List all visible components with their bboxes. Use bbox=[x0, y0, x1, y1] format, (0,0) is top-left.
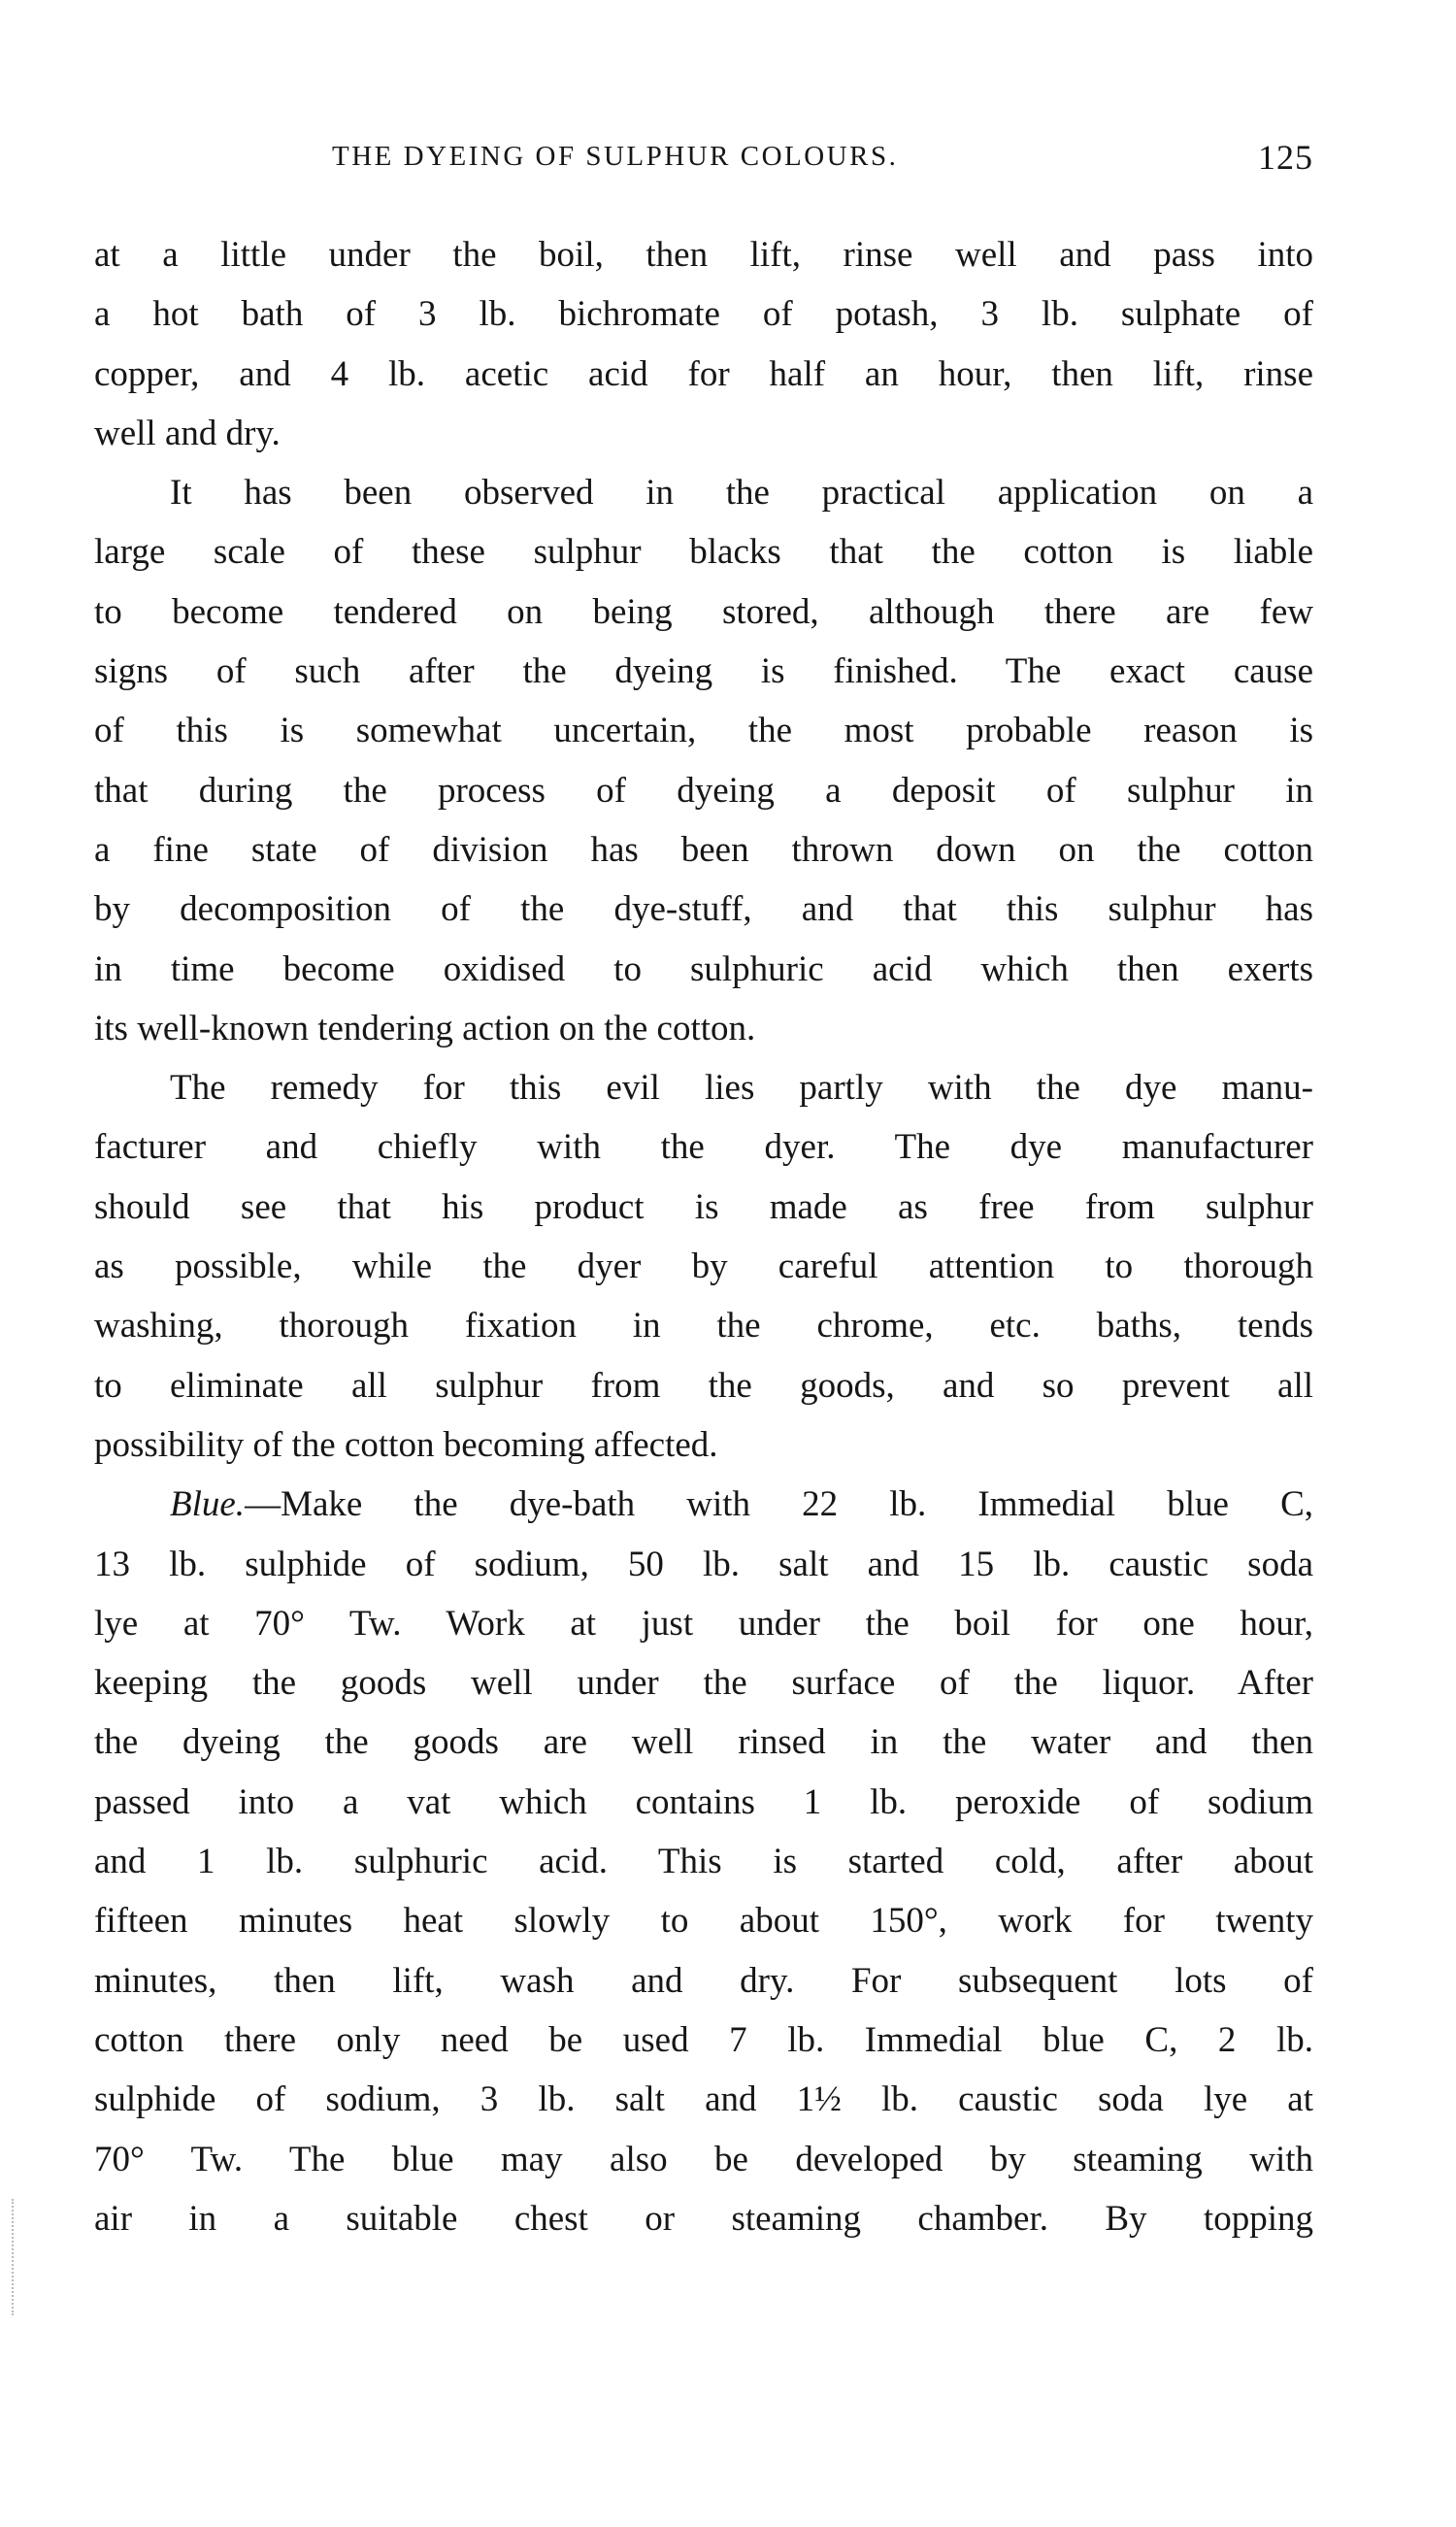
text-line bbox=[94, 1237, 1313, 1296]
line-text: that during the process of dyeing a deposit of sulphur in bbox=[94, 770, 1313, 811]
paragraph bbox=[94, 463, 1313, 1058]
line-text: sulphide of sodium, 3 lb. salt and 1½ lb. caustic soda lye at bbox=[94, 2079, 1313, 2120]
line-text: a fine state of division has been thrown down on the cotton bbox=[94, 829, 1313, 870]
running-header bbox=[94, 138, 1313, 183]
text-line bbox=[94, 940, 1313, 999]
text-line bbox=[94, 999, 1313, 1058]
text-line bbox=[94, 284, 1313, 344]
paragraph bbox=[94, 1058, 1313, 1475]
line-text: passed into a vat which contains 1 lb. peroxide of sodium bbox=[94, 1781, 1313, 1822]
line-text: copper, and 4 lb. acetic acid for half an hour, then lift, rinse bbox=[94, 353, 1313, 394]
line-text: to eliminate all sulphur from the goods, and so prevent all bbox=[94, 1365, 1313, 1406]
line-text: of this is somewhat uncertain, the most probable reason is bbox=[94, 711, 1313, 751]
text-line bbox=[94, 1951, 1313, 2011]
scan-margin-mark bbox=[12, 2199, 14, 2315]
line-text: its well-known tendering action on the cotton. bbox=[94, 1008, 756, 1048]
line-text: air in a suitable chest or steaming chamber. By topping bbox=[94, 2198, 1313, 2239]
line-text: —Make the dye-bath with 22 lb. Immedial blue C, bbox=[245, 1484, 1313, 1525]
line-text: a hot bath of 3 lb. bichromate of potash, 3 lb. sulphate of bbox=[94, 294, 1313, 335]
line-text: possibility of the cotton becoming affected. bbox=[94, 1424, 718, 1465]
line-text: and 1 lb. sulphuric acid. This is started cold, after about bbox=[94, 1842, 1313, 1882]
text-line bbox=[94, 1891, 1313, 1950]
text-line bbox=[94, 225, 1313, 284]
line-text: The remedy for this evil lies partly with the dye manu- bbox=[170, 1068, 1313, 1109]
text-line bbox=[94, 1475, 1313, 1534]
line-text: well and dry. bbox=[94, 413, 281, 453]
text-line bbox=[94, 463, 1313, 522]
text-line bbox=[94, 820, 1313, 880]
text-line bbox=[94, 404, 1313, 463]
text-line bbox=[94, 1832, 1313, 1891]
line-text: cotton there only need be used 7 lb. Immedial blue C, 2 lb. bbox=[94, 2019, 1313, 2060]
line-text: 70° Tw. The blue may also be developed by steaming with bbox=[94, 2139, 1313, 2179]
line-text: by decomposition of the dye-stuff, and that this sulphur has bbox=[94, 889, 1313, 930]
line-text: large scale of these sulphur blacks that the cotton is liable bbox=[94, 532, 1313, 573]
line-text: in time become oxidised to sulphuric acid which then exerts bbox=[94, 948, 1313, 989]
text-line bbox=[94, 880, 1313, 939]
line-text: signs of such after the dyeing is finished. The exact cause bbox=[94, 651, 1313, 692]
line-text: washing, thorough fixation in the chrome, etc. baths, tends bbox=[94, 1306, 1313, 1347]
line-text: facturer and chiefly with the dyer. The dye manufacturer bbox=[94, 1127, 1313, 1168]
line-text: It has been observed in the practical application on a bbox=[170, 473, 1313, 514]
section-lead: Blue. bbox=[170, 1484, 246, 1525]
text-line bbox=[94, 701, 1313, 760]
text-line bbox=[94, 2011, 1313, 2070]
running-title: THE DYEING OF SULPHUR COLOURS. bbox=[332, 141, 899, 172]
line-text: fifteen minutes heat slowly to about 150°, work for twenty bbox=[94, 1901, 1313, 1942]
page-number: 125 bbox=[1258, 138, 1313, 177]
line-text: the dyeing the goods are well rinsed in the water and then bbox=[94, 1722, 1313, 1763]
text-line bbox=[94, 522, 1313, 582]
body-text bbox=[94, 225, 1313, 2248]
text-line bbox=[94, 1594, 1313, 1653]
text-line bbox=[94, 1773, 1313, 1832]
line-text: keeping the goods well under the surface of the liquor. After bbox=[94, 1663, 1313, 1704]
text-line bbox=[94, 642, 1313, 701]
line-text: minutes, then lift, wash and dry. For subsequent lots of bbox=[94, 1960, 1313, 2001]
text-line bbox=[94, 582, 1313, 642]
text-line bbox=[94, 1058, 1313, 1117]
text-line bbox=[94, 2189, 1313, 2248]
line-text: as possible, while the dyer by careful attention to thorough bbox=[94, 1247, 1313, 1287]
line-text: 13 lb. sulphide of sodium, 50 lb. salt and 15 lb. caustic soda bbox=[94, 1544, 1313, 1584]
text-line bbox=[94, 1296, 1313, 1355]
text-line bbox=[94, 2130, 1313, 2189]
line-text: lye at 70° Tw. Work at just under the boil for one hour, bbox=[94, 1603, 1313, 1644]
text-line bbox=[94, 761, 1313, 820]
paragraph bbox=[94, 225, 1313, 463]
paragraph bbox=[94, 1475, 1313, 2248]
text-line bbox=[94, 1117, 1313, 1177]
text-line bbox=[94, 1415, 1313, 1475]
text-line bbox=[94, 2070, 1313, 2129]
line-text: should see that his product is made as free from sulphur bbox=[94, 1186, 1313, 1227]
text-line bbox=[94, 1712, 1313, 1772]
text-line bbox=[94, 345, 1313, 404]
text-line bbox=[94, 1356, 1313, 1415]
text-line bbox=[94, 1535, 1313, 1594]
text-line bbox=[94, 1178, 1313, 1237]
line-text: at a little under the boil, then lift, rinse well and pass into bbox=[94, 235, 1313, 275]
text-line bbox=[94, 1653, 1313, 1712]
line-text: to become tendered on being stored, although there are few bbox=[94, 591, 1313, 632]
